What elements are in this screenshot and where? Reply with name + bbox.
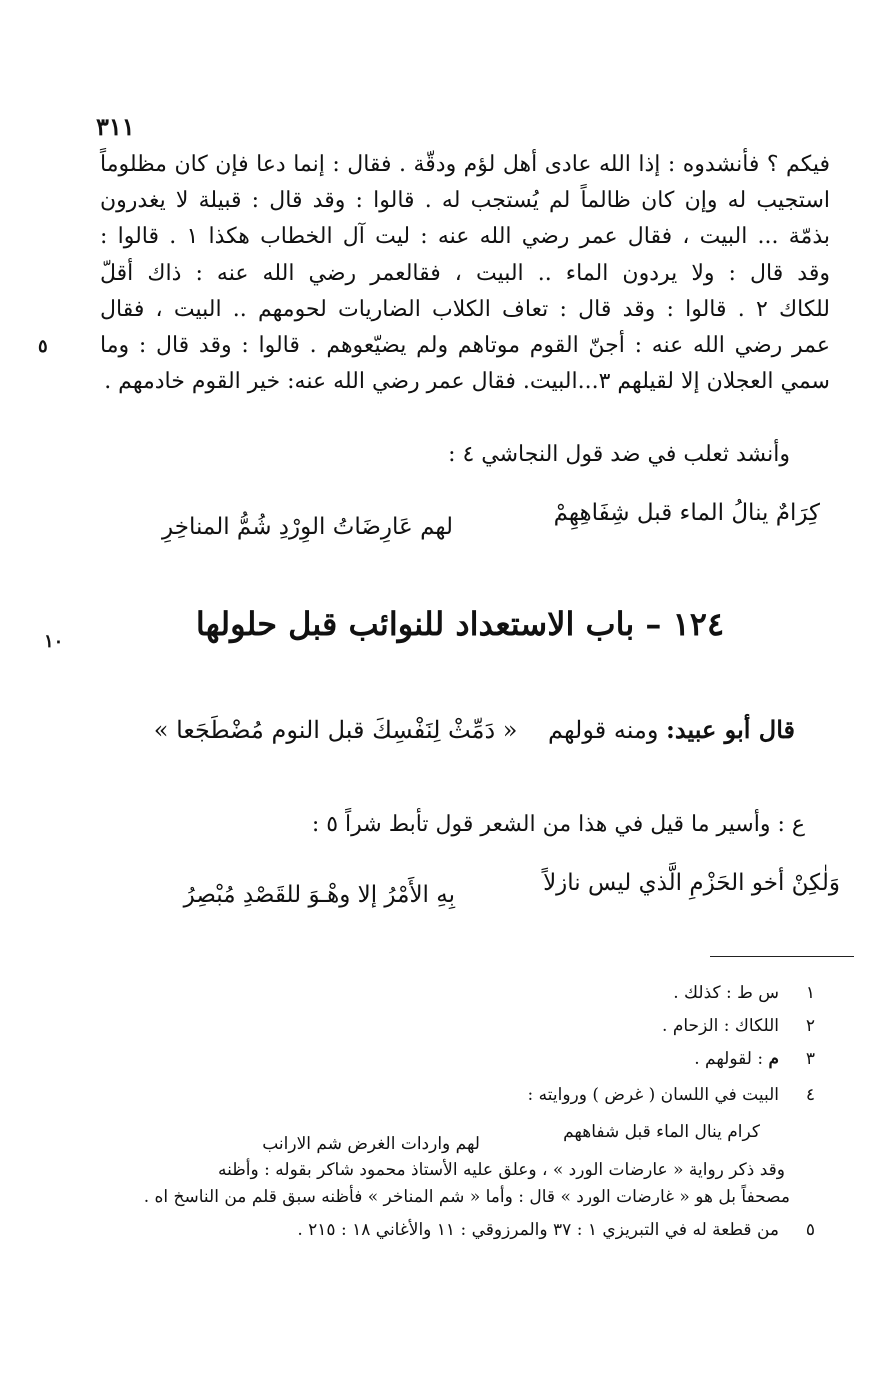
footnote-divider: [710, 956, 854, 957]
footnote-4-continuation-line: مصحفاً بل هو « غارضات الورد » قال : وأما « شم المناخر » فأظنه سبق قلم من الناسخ اه .: [143, 1187, 790, 1207]
footnote-text: من قطعة له في التبريزي ١ : ٣٧ والمرزوقي : ١١ والأغاني ١٨ : ٢١٥ .: [297, 1220, 779, 1240]
footnote-1: [560, 983, 815, 1003]
footnote-3: [560, 1049, 815, 1069]
footnote-text: البيت في اللسان ( غرض ) وروايته :: [527, 1085, 779, 1105]
footnote-text: : لقولهم .: [694, 1049, 764, 1069]
footnote-number: ١: [805, 983, 815, 1003]
paragraph-line: عمر رضي الله عنه : أجنّ القوم موتاهم ولم يضيّعوهم . قالوا : وقد قال : وما: [100, 333, 830, 359]
footnote-number: ٢: [805, 1016, 815, 1036]
page-number: ٣١١: [96, 112, 135, 141]
intro-text: ومنه قولهم: [548, 716, 659, 744]
verse-intro: وأنشد ثعلب في ضد قول النجاشي ٤ :: [448, 442, 790, 467]
paragraph-line: استجيب له وإن كان ظالماً لم يُستجب له . قالوا : وقد قال : قبيلة لا يغدرون: [100, 188, 830, 214]
main-paragraph: [100, 147, 830, 400]
footnote-4: [420, 1085, 815, 1105]
footnote-mark: م: [768, 1049, 779, 1069]
comment-line: ع : وأسير ما قيل في هذا من الشعر قول تأبط شراً ٥ :: [311, 812, 805, 837]
verse-2-first-hemistich: وَلٰكِنْ أخو الحَزْمِ الَّذي ليس نازلاً: [543, 870, 840, 896]
footnote-2: [560, 1016, 815, 1036]
paragraph-line: سمي العجلان إلا لقيلهم ٣...البيت. فقال عمر رضي الله عنه: خير القوم خادمهم .: [104, 369, 830, 395]
chapter-heading: ١٢٤ – باب الاستعداد للنوائب قبل حلولها: [195, 605, 725, 643]
footnote-verse-second-hemistich: لهم واردات الغرض شم الارانب: [262, 1134, 480, 1154]
paragraph-line: وقد قال : ولا يردون الماء .. البيت ، فقالعمر رضي الله عنه : ذاك أقلّ: [100, 260, 830, 286]
line-marker-5: ٥: [38, 336, 48, 357]
footnote-number: ٤: [805, 1085, 815, 1105]
footnote-5: [260, 1220, 815, 1240]
proverb-line: [153, 715, 795, 744]
footnote-4-continuation-line: وقد ذكر رواية « عارضات الورد » ، وعلق عليه الأستاذ محمود شاكر بقوله : وأظنه: [218, 1160, 785, 1180]
footnote-number: ٥: [805, 1220, 815, 1240]
verse-1-first-hemistich: كِرَامٌ ينالُ الماء قبل شِفَاهِهِمْ: [553, 500, 820, 526]
paragraph-line: للكاك ٢ . قالوا : وقد قال : تعاف الكلاب الضاريات لحومهم .. البيت ، فقال: [100, 296, 830, 322]
speaker: قال أبو عبيد:: [666, 715, 795, 744]
proverb: « دَمِّثْ لِنَفْسِكَ قبل النوم مُضْطَجَعا »: [153, 716, 518, 744]
footnote-verse-first-hemistich: كرام ينال الماء قبل شفاههم: [563, 1122, 760, 1142]
comment-text: وأسير ما قيل في هذا من الشعر قول تأبط شراً ٥ :: [311, 812, 771, 837]
line-marker-10: ١٠: [44, 631, 64, 652]
paragraph-line: فيكم ؟ فأنشدوه : إذا الله عادى أهل لؤم ودقّة . فقال : إنما دعا فإن كان مظلوماً: [100, 152, 830, 177]
paragraph-line: بذمّة ... البيت ، فقال عمر رضي الله عنه : ليت آل الخطاب هكذا ١ . قالوا :: [100, 224, 830, 250]
verse-2-second-hemistich: بِهِ الأَمْرُ إلا وهْـوَ للقَصْدِ مُبْصِرُ: [183, 882, 455, 908]
footnote-text: س ط : كذلك .: [673, 983, 779, 1003]
footnote-number: ٣: [805, 1049, 815, 1069]
footnote-text: اللكاك : الزحام .: [662, 1016, 779, 1036]
verse-1-second-hemistich: لهم عَارِضَاتُ الوِرْدِ شُمُّ المناخِرِ: [162, 514, 453, 540]
comment-prefix: ع: [791, 812, 805, 837]
